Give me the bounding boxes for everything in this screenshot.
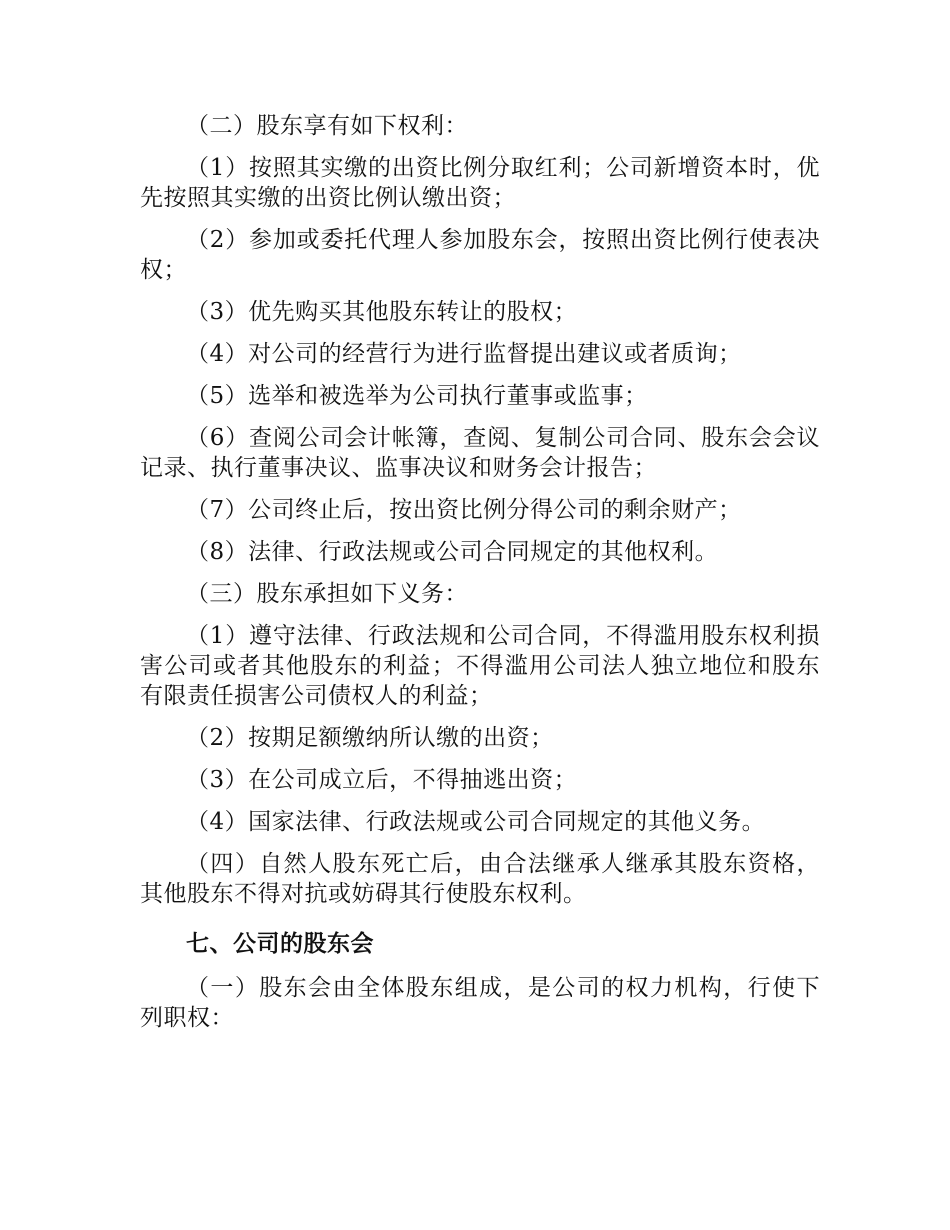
paragraph-right-7: （7）公司终止后，按出资比例分得公司的剩余财产； bbox=[186, 497, 742, 523]
paragraph-right-2: （2）参加或委托代理人参加股东会，按照出资比例行使表决权； bbox=[140, 227, 820, 283]
paragraph-right-3: （3）优先购买其他股东转让的股权； bbox=[186, 299, 578, 325]
section-heading-shareholders-meeting: 七、公司的股东会 bbox=[186, 931, 374, 957]
paragraph-right-6: （6）查阅公司会计帐簿，查阅、复制公司合同、股东会会议记录、执行董事决议、监事决议和财务会计报告； bbox=[140, 425, 820, 481]
document-page bbox=[140, 111, 820, 1045]
paragraph-duty-2: （2）按期足额缴纳所认缴的出资； bbox=[186, 725, 554, 751]
paragraph-right-5: （5）选举和被选举为公司执行董事或监事； bbox=[186, 383, 648, 409]
paragraph-shareholder-succession: （四）自然人股东死亡后，由合法继承人继承其股东资格，其他股东不得对抗或妨碍其行使股东权利。 bbox=[140, 851, 820, 907]
paragraph-duty-4: （4）国家法律、行政法规或公司合同规定的其他义务。 bbox=[186, 809, 766, 835]
paragraph-duty-1: （1）遵守法律、行政法规和公司合同，不得滥用股东权利损害公司或者其他股东的利益；不得滥用公司法人独立地位和股东有限责任损害公司债权人的利益； bbox=[140, 623, 820, 709]
paragraph-right-8: （8）法律、行政法规或公司合同规定的其他权利。 bbox=[186, 539, 719, 565]
paragraph-shareholders-meeting-powers: （一）股东会由全体股东组成，是公司的权力机构，行使下列职权： bbox=[140, 975, 820, 1031]
paragraph-shareholder-rights-intro: （二）股东享有如下权利： bbox=[186, 113, 468, 139]
paragraph-right-1: （1）按照其实缴的出资比例分取红利；公司新增资本时，优先按照其实缴的出资比例认缴出资； bbox=[140, 155, 820, 211]
paragraph-duty-3: （3）在公司成立后，不得抽逃出资； bbox=[186, 767, 578, 793]
paragraph-shareholder-duties-intro: （三）股东承担如下义务： bbox=[186, 581, 468, 607]
paragraph-right-4: （4）对公司的经营行为进行监督提出建议或者质询； bbox=[186, 341, 742, 367]
